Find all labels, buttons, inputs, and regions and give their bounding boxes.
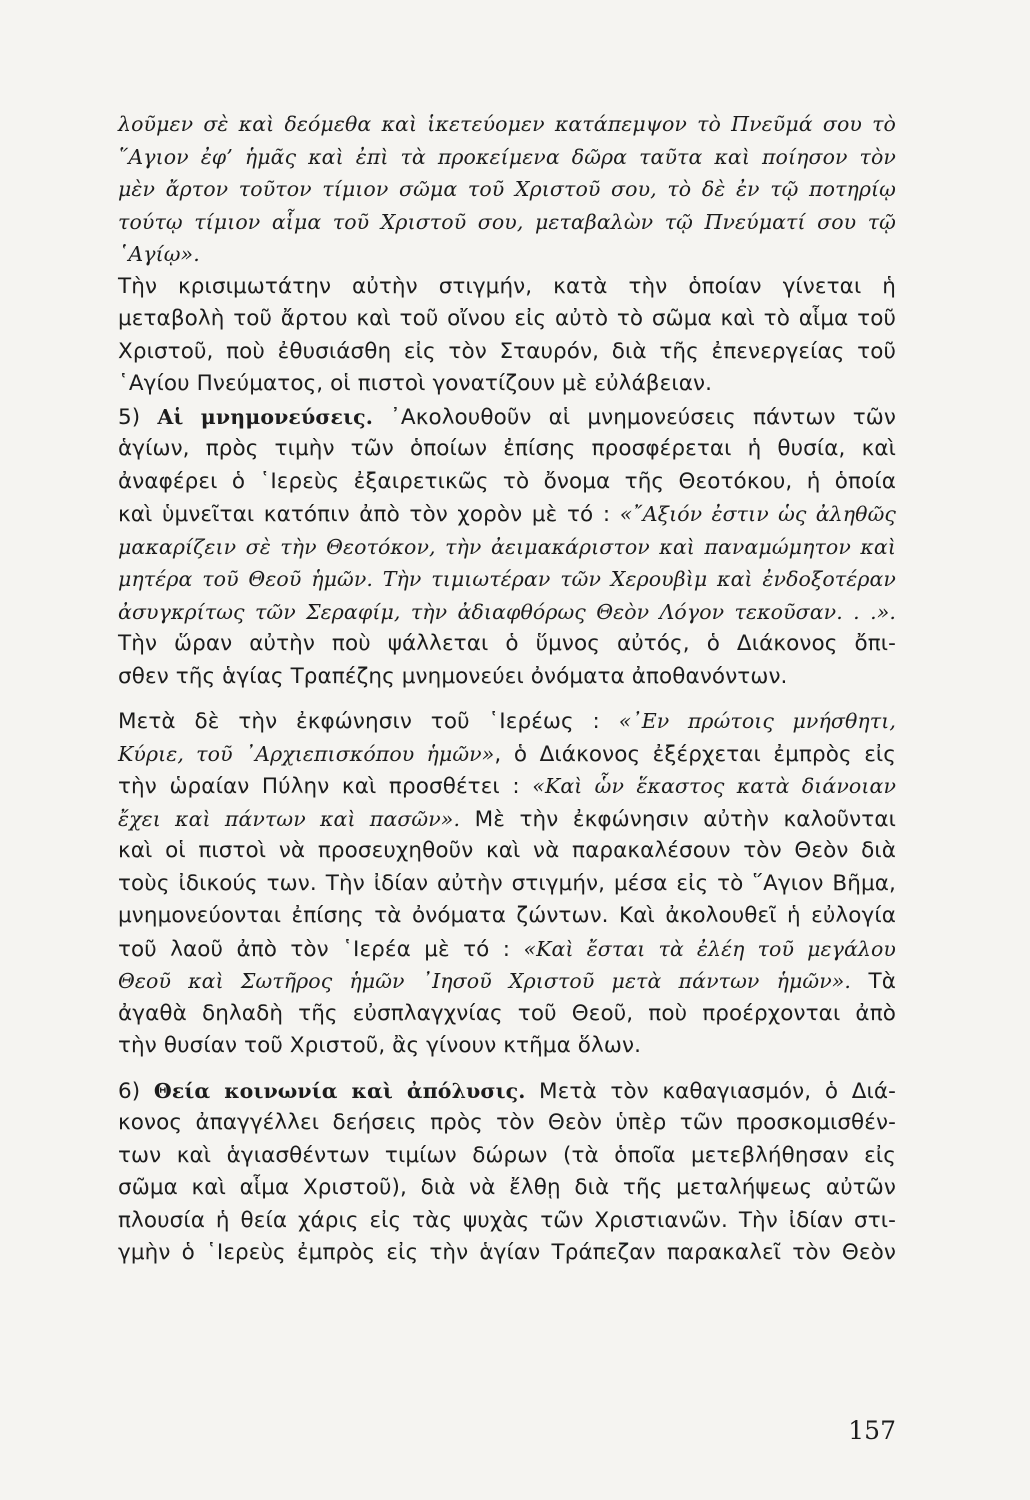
text-segment: πλουσία ἡ θεία χάρις εἰς τὰς ψυχὰς τῶν Χριστιανῶν. Τὴν ἰδίαν στι- <box>118 1207 896 1233</box>
page-text <box>118 108 896 1270</box>
text-line <box>118 238 896 271</box>
text-line <box>118 868 896 901</box>
text-line <box>118 563 896 596</box>
text-segment: καὶ ὑμνεῖται κατόπιν ἀπὸ τὸν χορὸν μὲ τό : <box>118 502 620 527</box>
text-segment: καὶ οἱ πιστοὶ νὰ προσευχηθοῦν καὶ νὰ παρακαλέσουν τὸν Θεὸν διὰ <box>118 838 896 863</box>
text-segment: τοῦ λαοῦ ἀπὸ τὸν ῾Ιερέα μὲ τό : <box>118 936 524 962</box>
text-segment: Τὴν κρισιμωτάτην αὐτὴν στιγμήν, κατὰ τὴν ὁποίαν γίνεται ἡ <box>118 273 896 299</box>
text-line <box>118 998 896 1031</box>
text-line <box>118 206 896 239</box>
paragraph-gap <box>118 693 896 705</box>
italic-text: «᾿Εν πρώτοις μνήσθητι, <box>618 709 896 733</box>
text-line <box>118 803 896 836</box>
text-line <box>118 401 896 434</box>
text-segment: των καὶ ἁγιασθέντων τιμίων δώρων (τὰ ὁποῖα μετεβλήθησαν εἰς <box>118 1142 896 1168</box>
text-segment: σῶμα καὶ αἷμα Χριστοῦ), διὰ νὰ ἔλθῃ διὰ τῆς μεταλήψεως αὐτῶν <box>118 1175 896 1200</box>
text-line <box>118 1075 896 1108</box>
text-line <box>118 303 896 336</box>
italic-text: ἔχει καὶ πάντων καὶ πασῶν». <box>118 806 461 831</box>
text-segment: 5) <box>118 404 158 430</box>
italic-text: ἀσυγκρίτως τῶν Σεραφίμ, τὴν ἀδιαφθόρως Θεὸν Λόγον τεκοῦσαν. . .». <box>118 599 896 624</box>
text-line <box>118 1205 896 1238</box>
text-line <box>118 108 896 141</box>
text-line <box>118 498 896 531</box>
text-segment: ᾿Ακολουθοῦν αἱ μνημονεύσεις πάντων τῶν <box>372 404 897 430</box>
text-line <box>118 596 896 629</box>
text-line <box>118 900 896 933</box>
text-segment: μνημονεύονται ἐπίσης τὰ ὀνόματα ζώντων. Καὶ ἀκολουθεῖ ἡ εὐλογία <box>118 903 896 928</box>
italic-text: Θεοῦ καὶ Σωτῆρος ἡμῶν ᾿Ιησοῦ Χριστοῦ μετὰ πάντων ἡμῶν». <box>118 969 852 993</box>
italic-text: λοῦμεν σὲ καὶ δεόμεθα καὶ ἱκετεύομεν κατάπεμψον τὸ Πνεῦμά σου τὸ <box>118 112 896 136</box>
text-segment: 6) <box>118 1078 154 1104</box>
text-line <box>118 531 896 564</box>
text-segment: σθεν τῆς ἁγίας Τραπέζης μνημονεύει ὀνόματα ἀποθανόντων. <box>118 663 788 689</box>
italic-text: «῎Αξιόν ἐστιν ὡς ἀληθῶς <box>619 502 896 526</box>
text-line <box>118 1030 896 1063</box>
italic-text: Κύριε, τοῦ ᾿Αρχιεπισκόπου ἡμῶν» <box>118 741 495 766</box>
text-line <box>118 1237 896 1270</box>
text-segment: Μετὰ δὲ τὴν ἐκφώνησιν τοῦ ῾Ιερέως : <box>118 709 619 734</box>
text-segment: γμὴν ὁ ῾Ιερεὺς ἐμπρὸς εἰς τὴν ἁγίαν Τράπεζαν παρακαλεῖ τὸν Θεὸν <box>118 1240 896 1265</box>
text-line <box>118 628 896 661</box>
italic-text: ῞Αγιον ἐφ’ ἡμᾶς καὶ ἐπὶ τὰ προκείμενα δῶρα ταῦτα καὶ ποίησον τὸν <box>118 144 896 169</box>
italic-text: μὲν ἄρτον τοῦτον τίμιον σῶμα τοῦ Χριστοῦ σου, τὸ δὲ ἐν τῷ ποτηρίῳ <box>118 177 896 201</box>
text-segment: τὴν θυσίαν τοῦ Χριστοῦ, ἂς γίνουν κτῆμα ὅλων. <box>118 1033 642 1058</box>
text-line <box>118 1140 896 1173</box>
text-segment: ἀναφέρει ὁ ῾Ιερεὺς ἐξαιρετικῶς τὸ ὄνομα τῆς Θεοτόκου, ἡ ὁποία <box>118 468 896 494</box>
text-segment: κονος ἀπαγγέλλει δεήσεις πρὸς τὸν Θεὸν ὑπὲρ τῶν προσκομισθέν- <box>118 1110 896 1135</box>
text-segment: ῾Αγίου Πνεύματος, οἱ πιστοὶ γονατίζουν μὲ εὐλάβειαν. <box>118 371 713 396</box>
text-line <box>118 965 896 998</box>
italic-text: τούτῳ τίμιον αἷμα τοῦ Χριστοῦ σου, μεταβαλὼν τῷ Πνεύματί σου τῷ <box>118 209 896 234</box>
text-line <box>118 368 896 401</box>
text-line <box>118 933 896 966</box>
text-segment: τοὺς ἰδικούς των. Τὴν ἰδίαν αὐτὴν στιγμήν, μέσα εἰς τὸ ῞Αγιον Βῆμα, <box>118 870 896 896</box>
text-line <box>118 466 896 499</box>
text-segment: , ὁ Διάκονος ἐξέρχεται ἐμπρὸς εἰς <box>494 741 897 767</box>
text-line <box>118 661 896 694</box>
italic-text: ῾Αγίῳ». <box>118 242 200 266</box>
bold-heading: Θεία κοινωνία καὶ ἀπόλυσις. <box>153 1078 526 1103</box>
italic-text: «Καὶ ὧν ἕκαστος κατὰ διάνοιαν <box>532 774 897 798</box>
text-segment: Μὲ τὴν ἐκφώνησιν αὐτὴν καλοῦνται <box>460 806 896 832</box>
text-line <box>118 835 896 868</box>
text-line <box>118 433 896 466</box>
text-line <box>118 1172 896 1205</box>
text-line <box>118 738 896 771</box>
italic-text: μητέρα τοῦ Θεοῦ ἡμῶν. Τὴν τιμιωτέραν τῶν Χερουβὶμ καὶ ἐνδοξοτέραν <box>118 567 896 591</box>
text-segment: Τὴν ὥραν αὐτὴν ποὺ ψάλλεται ὁ ὕμνος αὐτός, ὁ Διάκονος ὄπι- <box>118 631 896 656</box>
text-line <box>118 705 896 738</box>
text-line <box>118 173 896 206</box>
text-segment: Χριστοῦ, ποὺ ἐθυσιάσθη εἰς τὸν Σταυρόν, διὰ τῆς ἐπενεργείας τοῦ <box>118 338 896 364</box>
text-line <box>118 1107 896 1140</box>
bold-heading: Αἱ μνημονεύσεις. <box>157 404 373 429</box>
text-line <box>118 770 896 803</box>
italic-text: μακαρίζειν σὲ τὴν Θεοτόκον, τὴν ἀειμακάριστον καὶ παναμώμητον καὶ <box>118 534 896 559</box>
text-segment: ἁγίων, πρὸς τιμὴν τῶν ὁποίων ἐπίσης προσφέρεται ἡ θυσία, καὶ <box>118 436 896 461</box>
text-line <box>118 336 896 369</box>
text-line <box>118 141 896 174</box>
text-segment: μεταβολὴ τοῦ ἄρτου καὶ τοῦ οἴνου εἰς αὐτὸ τὸ σῶμα καὶ τὸ αἷμα τοῦ <box>118 306 896 331</box>
text-segment: ἀγαθὰ δηλαδὴ τῆς εὐσπλαγχνίας τοῦ Θεοῦ, ποὺ προέρχονται ἀπὸ <box>118 1000 896 1026</box>
text-segment: τὴν ὡραίαν Πύλην καὶ προσθέτει : <box>118 774 533 799</box>
page-number: 157 <box>848 1416 896 1445</box>
text-segment: Τὰ <box>851 969 896 994</box>
italic-text: «Καὶ ἔσται τὰ ἐλέη τοῦ μεγάλου <box>523 936 896 961</box>
paragraph-gap <box>118 1063 896 1075</box>
text-line <box>118 271 896 304</box>
text-segment: Μετὰ τὸν καθαγιασμόν, ὁ Διά- <box>525 1078 897 1104</box>
